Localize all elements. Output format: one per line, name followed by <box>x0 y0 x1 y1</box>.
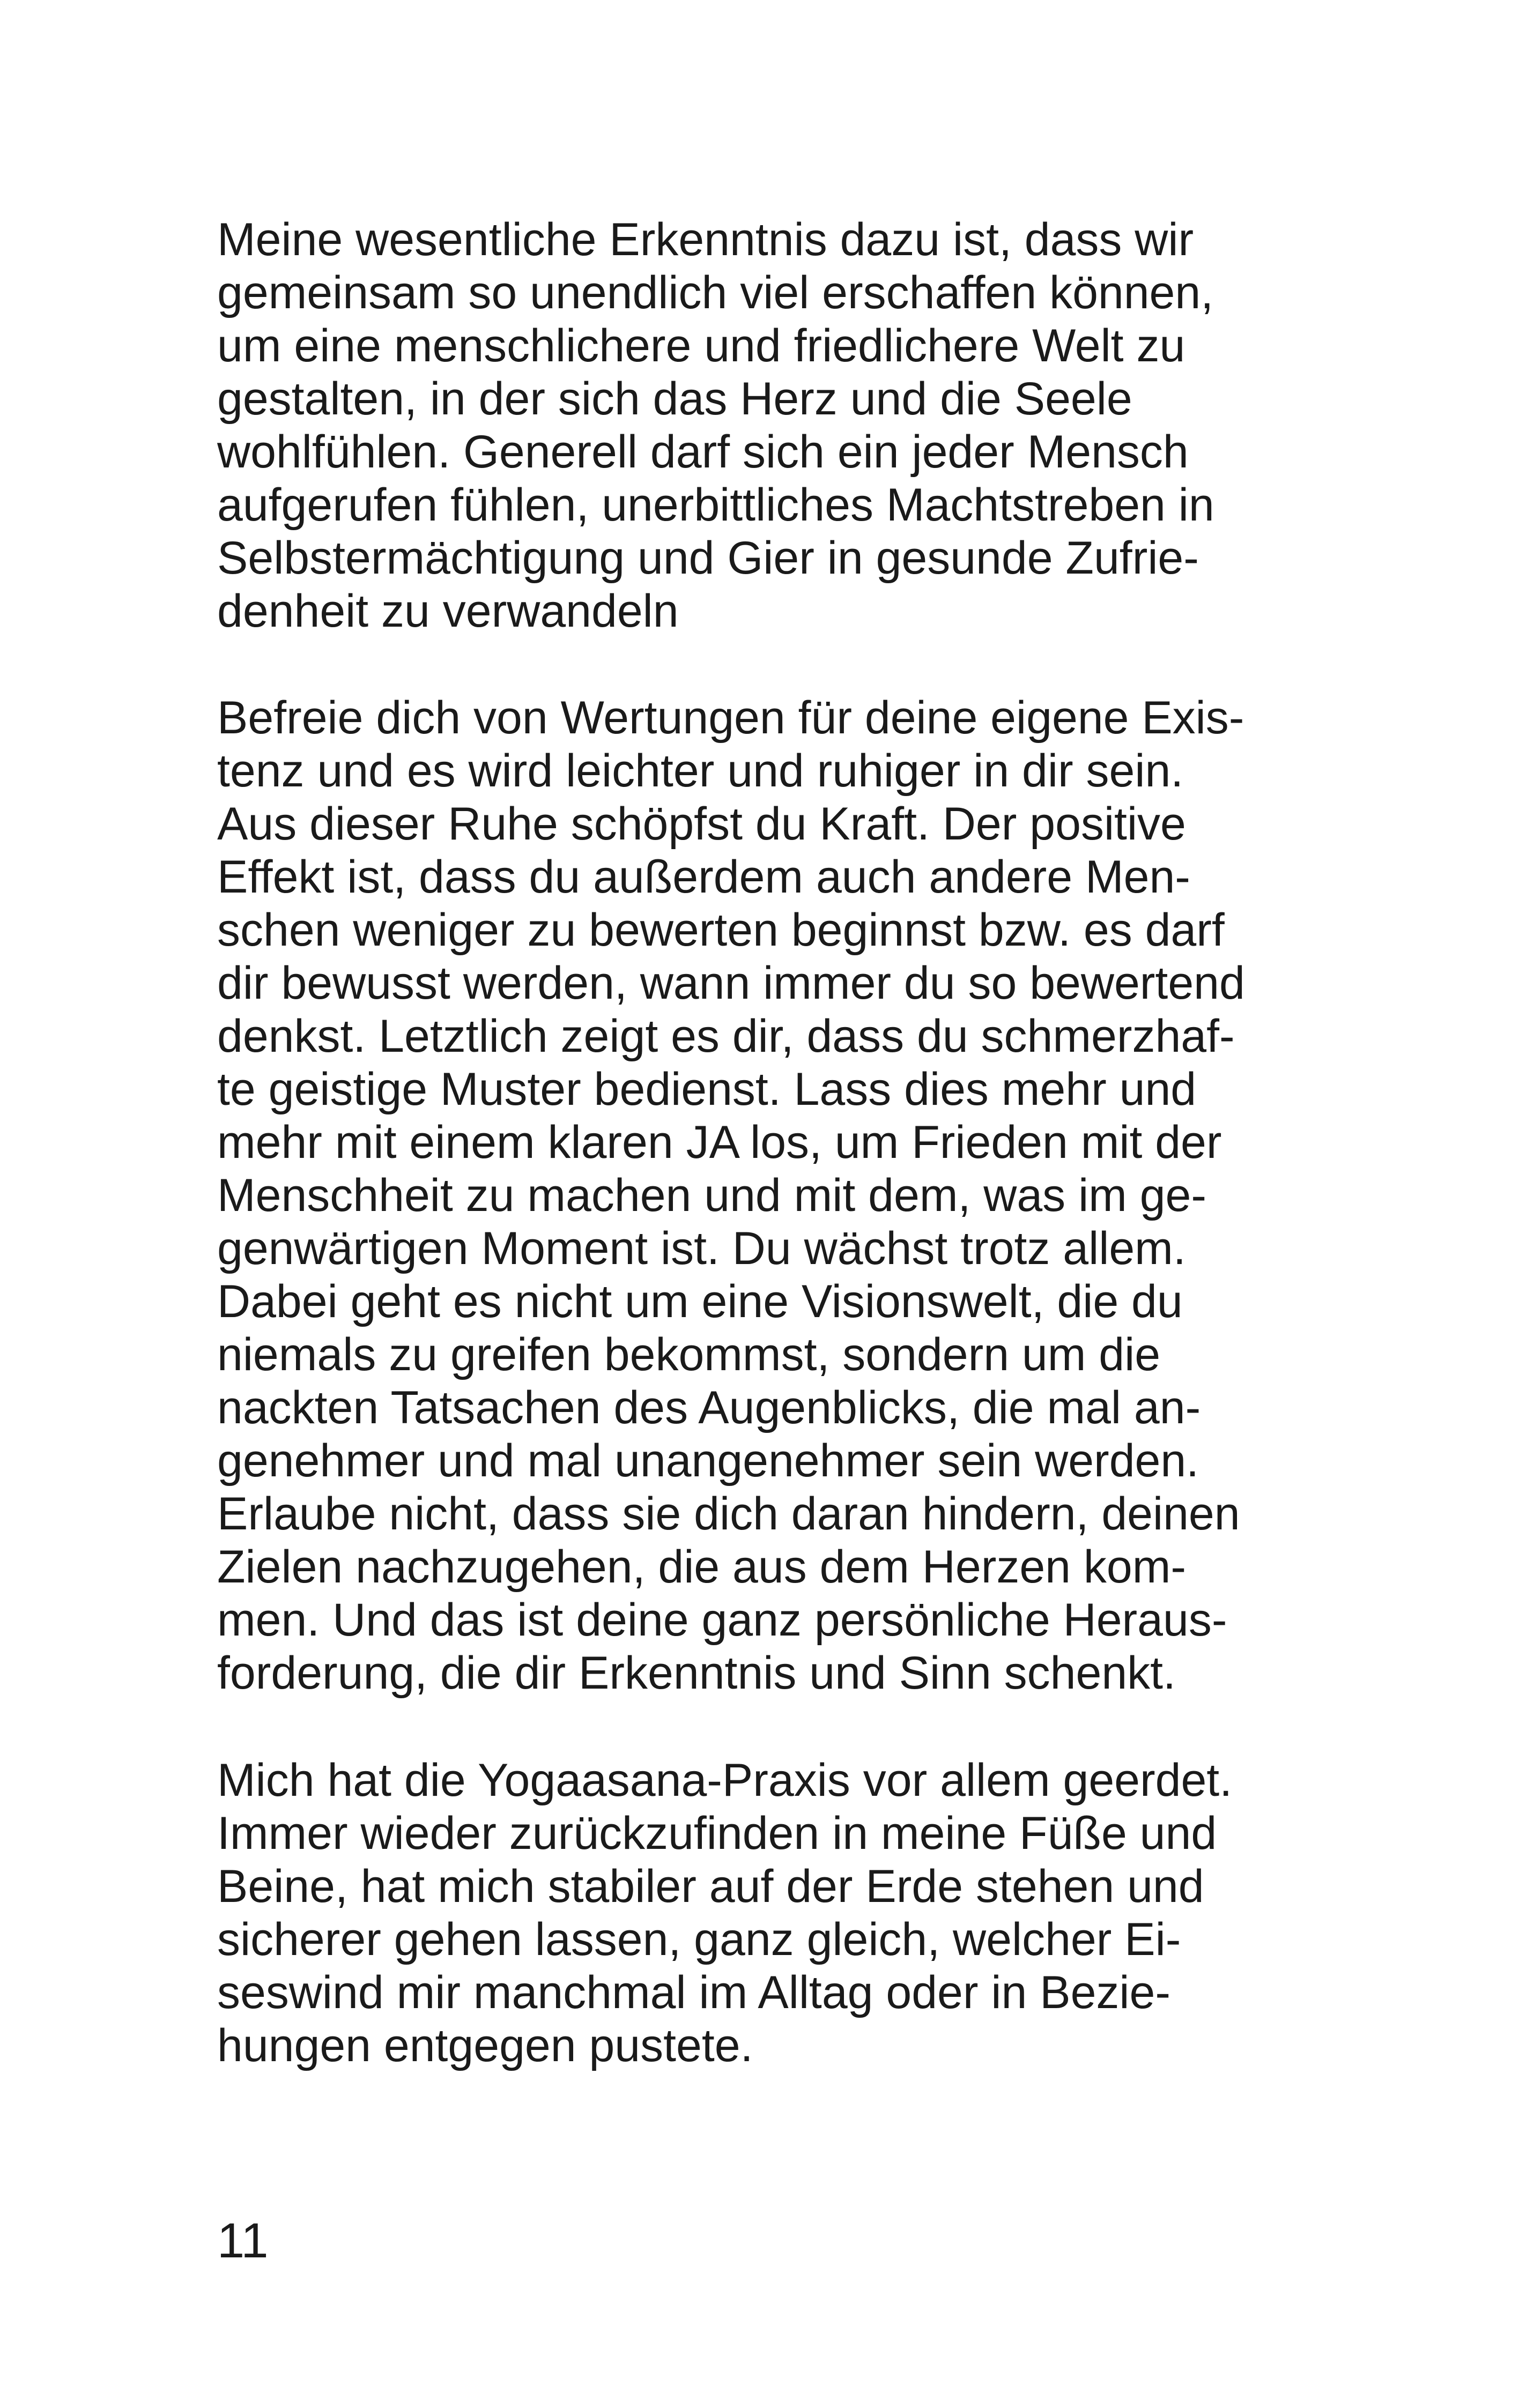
paragraph-line: mehr mit einem klaren JA los, um Frieden mit der <box>217 1117 1222 1168</box>
paragraph-line: Immer wieder zurückzufinden in meine Füße und <box>217 1808 1217 1859</box>
paragraph-line: tenz und es wird leichter und ruhiger in dir sein. <box>217 745 1184 797</box>
paragraph-line: Beine, hat mich stabiler auf der Erde stehen und <box>217 1861 1204 1912</box>
paragraph-line: Zielen nachzugehen, die aus dem Herzen kom- <box>217 1541 1187 1593</box>
paragraph-line: Effekt ist, dass du außerdem auch andere Men- <box>217 851 1190 903</box>
paragraph-line: denkst. Letztlich zeigt es dir, dass du schmerzhaf- <box>217 1010 1235 1062</box>
paragraph-1 <box>217 213 1343 638</box>
paragraph-line: men. Und das ist deine ganz persönliche Heraus- <box>217 1594 1227 1646</box>
paragraph-line: gestalten, in der sich das Herz und die Seele <box>217 373 1132 425</box>
paragraph-line: gemeinsam so unendlich viel erschaffen können, <box>217 267 1214 318</box>
paragraph-line: nackten Tatsachen des Augenblicks, die mal an- <box>217 1382 1201 1433</box>
paragraph-line: aufgerufen fühlen, unerbittliches Machtstreben in <box>217 479 1214 531</box>
paragraph-line: Meine wesentliche Erkenntnis dazu ist, dass wir <box>217 214 1194 265</box>
paragraph-line: niemals zu greifen bekommst, sondern um die <box>217 1329 1161 1380</box>
paragraph-line: Erlaube nicht, dass sie dich daran hindern, deinen <box>217 1488 1240 1540</box>
paragraph-line: hungen entgegen pustete. <box>217 2020 753 2071</box>
paragraph-line: Menschheit zu machen und mit dem, was im ge- <box>217 1170 1207 1221</box>
paragraph-line: te geistige Muster bedienst. Lass dies mehr und <box>217 1064 1197 1115</box>
paragraph-line: dir bewusst werden, wann immer du so bewertend <box>217 957 1245 1009</box>
paragraph-line: forderung, die dir Erkenntnis und Sinn schenkt. <box>217 1647 1176 1699</box>
paragraph-2 <box>217 692 1343 1700</box>
paragraph-line: schen weniger zu bewerten beginnst bzw. es darf <box>217 904 1225 956</box>
paragraph-line: Aus dieser Ruhe schöpfst du Kraft. Der positive <box>217 798 1186 850</box>
paragraph-line: seswind mir manchmal im Alltag oder in Bezie- <box>217 1967 1170 2018</box>
paragraph-line: wohlfühlen. Generell darf sich ein jeder Mensch <box>217 426 1189 478</box>
paragraph-line: denheit zu verwandeln <box>217 585 679 637</box>
paragraph-line: Mich hat die Yogaasana-Praxis vor allem geerdet. <box>217 1755 1233 1806</box>
paragraph-line: sicherer gehen lassen, ganz gleich, welcher Ei- <box>217 1914 1181 1965</box>
paragraph-line: Dabei geht es nicht um eine Visionswelt, die du <box>217 1276 1183 1327</box>
paragraph-line: Befreie dich von Wertungen für deine eigene Exis- <box>217 692 1244 744</box>
paragraph-line: um eine menschlichere und friedlichere Welt zu <box>217 320 1185 371</box>
page-number: 11 <box>217 2213 269 2268</box>
paragraph-line: Selbstermächtigung und Gier in gesunde Zufrie- <box>217 532 1199 584</box>
paragraph-line: genehmer und mal unangenehmer sein werden. <box>217 1435 1199 1487</box>
paragraph-3 <box>217 1754 1343 2072</box>
paragraph-line: genwärtigen Moment ist. Du wächst trotz allem. <box>217 1223 1186 1274</box>
